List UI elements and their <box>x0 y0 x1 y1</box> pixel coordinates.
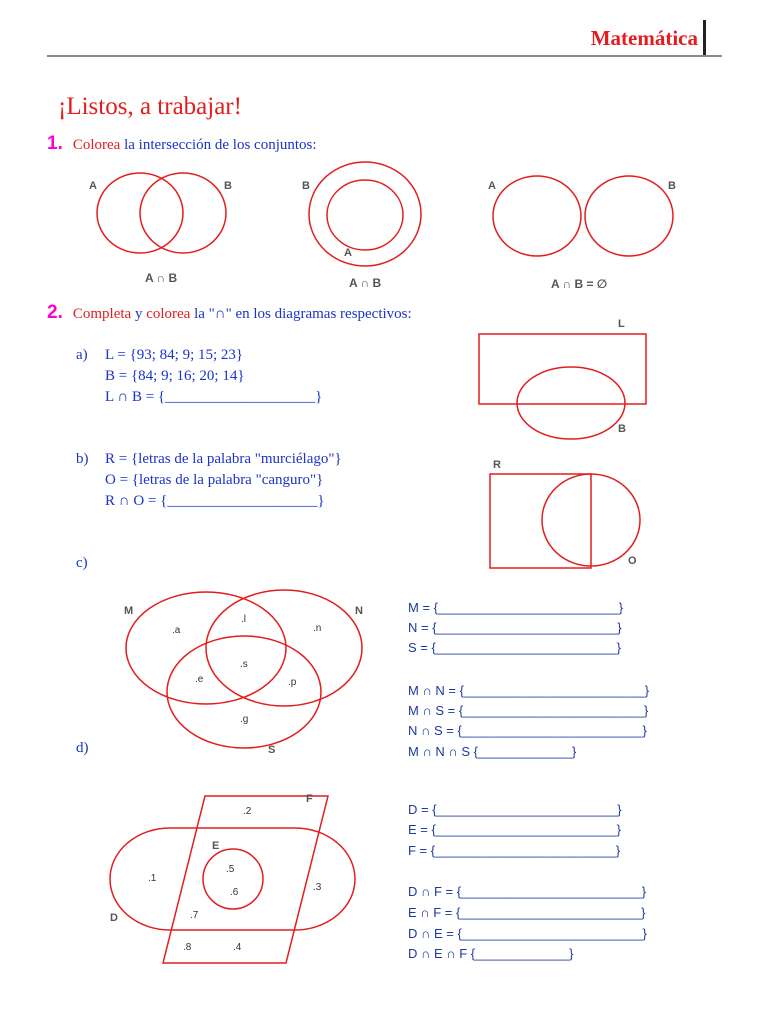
answer-set-s[interactable]: S = {_________________________} <box>408 640 621 655</box>
answer-e-f[interactable]: E ∩ F = {_________________________} <box>408 905 646 920</box>
diagram-caption: A ∩ B = ∅ <box>551 277 608 291</box>
element: .g <box>240 714 249 725</box>
label-set-f: F <box>306 793 313 805</box>
set-e-circle <box>203 849 263 909</box>
element: .7 <box>190 910 199 921</box>
answer-set-n[interactable]: N = {_________________________} <box>408 620 622 635</box>
element: .l <box>241 614 246 625</box>
venn-circle-b-disjoint <box>585 176 673 256</box>
element: .e <box>195 674 204 685</box>
label-set: B <box>224 180 232 192</box>
element: .8 <box>183 942 192 953</box>
instruction-text: la intersección de los conjuntos: <box>120 137 317 153</box>
item-b-set-o: O = {letras de la palabra "canguro"} <box>105 472 324 488</box>
item-a-set-b: B = {84; 9; 16; 20; 14} <box>105 368 245 384</box>
diagram-caption: A ∩ B <box>145 271 178 285</box>
instruction-verb: Colorea <box>72 137 121 153</box>
question-number: 1. <box>47 133 63 154</box>
venn-circle-a-disjoint <box>493 176 581 256</box>
question-2 <box>47 302 412 324</box>
instruction-verb: colorea <box>146 306 191 322</box>
label-set-d: D <box>110 912 118 924</box>
label-set-e: E <box>212 840 220 852</box>
item-marker-d: d) <box>76 740 89 756</box>
element: .n <box>313 623 322 634</box>
answer-m-s[interactable]: M ∩ S = {_________________________} <box>408 703 649 718</box>
element: .1 <box>148 873 157 884</box>
label-set: A <box>89 180 97 192</box>
label-set-o: O <box>628 555 637 567</box>
label-set: A <box>344 247 352 259</box>
label-set-n: N <box>355 605 363 617</box>
answer-set-m[interactable]: M = {_________________________} <box>408 600 624 615</box>
set-l-rectangle <box>479 334 646 404</box>
venn-circle-a-inner <box>327 180 403 250</box>
label-set-m: M <box>124 605 134 617</box>
section-title: ¡Listos, a trabajar! <box>58 93 242 120</box>
item-marker-a: a) <box>76 347 88 363</box>
element: .s <box>240 659 248 670</box>
answer-m-n[interactable]: M ∩ N = {_________________________} <box>408 683 650 698</box>
subject-title: Matemática <box>590 26 698 50</box>
set-f-parallelogram <box>163 796 328 963</box>
element: .2 <box>243 806 252 817</box>
set-b-ellipse <box>517 367 625 439</box>
label-set-s: S <box>268 744 276 756</box>
question-number: 2. <box>47 302 63 323</box>
answer-d-f[interactable]: D ∩ F = {_________________________} <box>408 884 647 899</box>
answer-n-s[interactable]: N ∩ S = {_________________________} <box>408 723 647 738</box>
item-b-answer-blank[interactable]: R ∩ O = {____________________} <box>105 493 325 509</box>
instruction-verb: Completa <box>72 306 132 322</box>
set-d-stadium <box>110 828 355 930</box>
set-r-rectangle <box>490 474 591 568</box>
label-set: A <box>488 180 496 192</box>
diagram-caption: A ∩ B <box>349 276 382 290</box>
set-n-ellipse <box>206 590 362 706</box>
label-set: B <box>668 180 676 192</box>
instruction-text: y <box>131 306 147 322</box>
item-a-set-l: L = {93; 84; 9; 15; 23} <box>105 347 244 363</box>
answer-d-e[interactable]: D ∩ E = {_________________________} <box>408 926 647 941</box>
set-s-ellipse <box>167 636 321 748</box>
item-marker-b: b) <box>76 451 89 467</box>
element: .3 <box>313 882 322 893</box>
answer-set-e[interactable]: E = {_________________________} <box>408 822 621 837</box>
item-b-set-r: R = {letras de la palabra "murciélago"} <box>105 451 342 467</box>
item-a-answer-blank[interactable]: L ∩ B = {____________________} <box>105 389 323 405</box>
answer-set-f[interactable]: F = {_________________________} <box>408 843 621 858</box>
answer-m-n-s[interactable]: M ∩ N ∩ S {_____________} <box>408 744 577 759</box>
element: .p <box>288 677 297 688</box>
instruction-text: la "∩" en los diagramas respectivos: <box>190 306 412 322</box>
element: .a <box>172 625 181 636</box>
element: .5 <box>226 864 235 875</box>
label-set-r: R <box>493 459 501 471</box>
label-set-b: B <box>618 423 626 435</box>
answer-set-d[interactable]: D = {_________________________} <box>408 802 622 817</box>
element: .6 <box>230 887 239 898</box>
element: .4 <box>233 942 242 953</box>
answer-d-e-f[interactable]: D ∩ E ∩ F {_____________} <box>408 946 574 961</box>
item-marker-c: c) <box>76 555 88 571</box>
label-set-l: L <box>618 318 625 330</box>
label-set: B <box>302 180 310 192</box>
